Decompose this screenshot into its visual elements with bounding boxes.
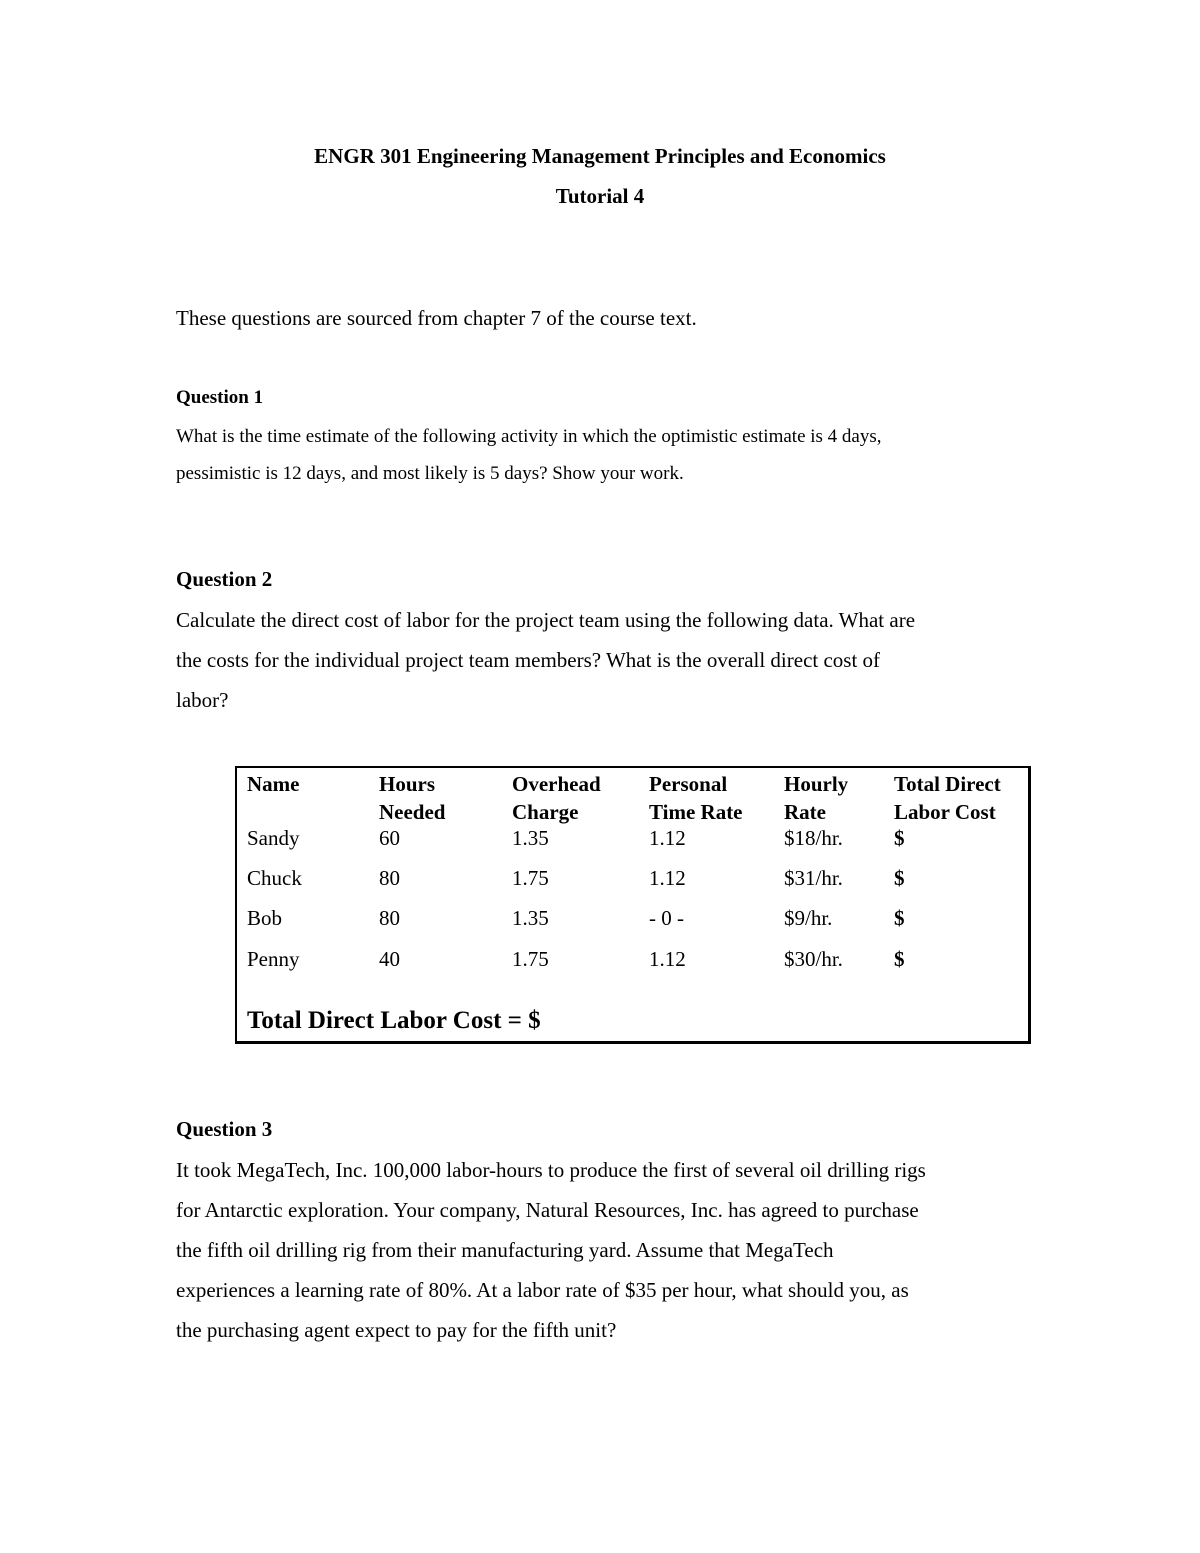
labor-cost-table <box>235 766 1031 1044</box>
question-3-line: the purchasing agent expect to pay for the fifth unit? <box>176 1318 617 1342</box>
question-2-heading: Question 2 <box>176 567 273 591</box>
question-1-heading: Question 1 <box>176 387 264 408</box>
table-cell-hours: 40 <box>379 947 400 971</box>
table-cell-name: Penny <box>247 947 300 971</box>
table-cell-name: Sandy <box>247 826 300 850</box>
table-header-hours: Hours Needed <box>379 772 446 824</box>
table-cell-hourly-rate: $18/hr. <box>784 826 843 850</box>
table-header-total-cost: Total Direct Labor Cost <box>894 772 1001 824</box>
table-cell-overhead: 1.75 <box>512 866 549 890</box>
question-2-line: the costs for the individual project team members? What is the overall direct cost of <box>176 648 881 672</box>
table-header-name: Name <box>247 772 300 796</box>
question-3-heading: Question 3 <box>176 1117 273 1141</box>
table-cell-name: Bob <box>247 906 283 930</box>
question-1-line: What is the time estimate of the following activity in which the optimistic estimate is 4 days, <box>176 426 882 447</box>
table-cell-hours: 80 <box>379 906 400 930</box>
question-2-line: Calculate the direct cost of labor for the project team using the following data. What are <box>176 608 916 632</box>
table-header-personal-time-rate: Personal Time Rate <box>649 772 743 824</box>
table-cell-total-cost: $ <box>894 906 905 930</box>
table-cell-total-cost: $ <box>894 866 905 890</box>
document-title: ENGR 301 Engineering Management Principles and Economics <box>314 144 886 168</box>
question-3-line: experiences a learning rate of 80%. At a labor rate of $35 per hour, what should you, as <box>176 1278 909 1302</box>
table-cell-total-cost: $ <box>894 947 905 971</box>
table-cell-name: Chuck <box>247 866 302 890</box>
table-cell-hourly-rate: $9/hr. <box>784 906 833 930</box>
table-cell-hours: 60 <box>379 826 400 850</box>
table-cell-overhead: 1.35 <box>512 906 549 930</box>
table-cell-hourly-rate: $31/hr. <box>784 866 843 890</box>
table-cell-hours: 80 <box>379 866 400 890</box>
table-cell-total-cost: $ <box>894 826 905 850</box>
question-1-line: pessimistic is 12 days, and most likely is 5 days? Show your work. <box>176 463 684 484</box>
question-1-text <box>176 418 882 492</box>
question-3-line: the fifth oil drilling rig from their manufacturing yard. Assume that MegaTech <box>176 1238 834 1262</box>
table-header-overhead: Overhead Charge <box>512 772 601 824</box>
table-cell-personal-rate: 1.12 <box>649 826 686 850</box>
question-3-text <box>176 1150 926 1350</box>
total-direct-labor-cost: Total Direct Labor Cost = $ <box>247 1007 541 1034</box>
intro-paragraph: These questions are sourced from chapter 7 of the course text. <box>176 306 697 330</box>
question-2-line: labor? <box>176 688 229 712</box>
table-cell-hourly-rate: $30/hr. <box>784 947 843 971</box>
question-2-text <box>176 600 915 720</box>
table-cell-overhead: 1.35 <box>512 826 549 850</box>
table-header-hourly-rate: Hourly Rate <box>784 772 849 824</box>
document-subtitle: Tutorial 4 <box>555 184 645 208</box>
table-cell-personal-rate: 1.12 <box>649 866 686 890</box>
table-cell-overhead: 1.75 <box>512 947 549 971</box>
question-3-line: It took MegaTech, Inc. 100,000 labor-hours to produce the first of several oil drilling rigs <box>176 1158 926 1182</box>
table-cell-personal-rate: 1.12 <box>649 947 686 971</box>
question-3-line: for Antarctic exploration. Your company, Natural Resources, Inc. has agreed to purchase <box>176 1198 919 1222</box>
table-cell-personal-rate: - 0 - <box>649 906 684 930</box>
